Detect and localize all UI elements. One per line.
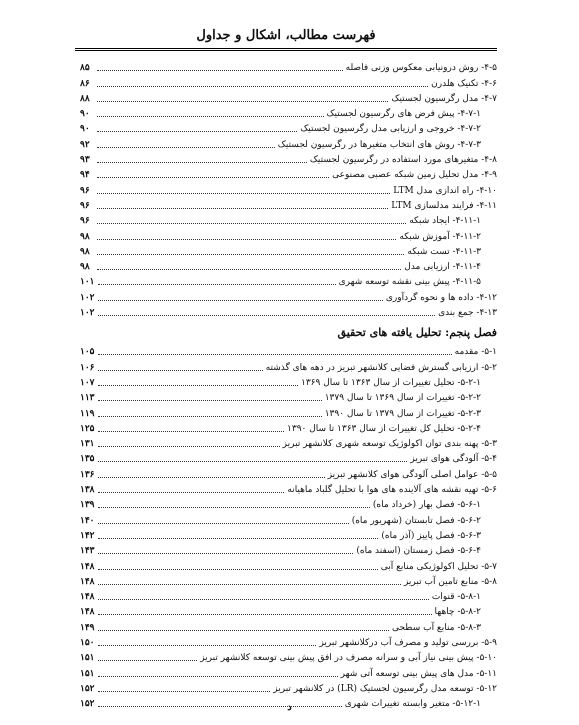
toc-entry-page-number: ۱۵۱ [80, 653, 95, 664]
toc-entry-page-number: ۱۴۸ [80, 561, 95, 572]
page-header: فهرست مطالب، اشکال و جداول [75, 28, 497, 51]
toc-entry-page-number: ۱۴۲ [80, 530, 95, 541]
dot-leader [98, 491, 285, 493]
dot-leader [97, 192, 390, 194]
toc-entry-page-number: ۱۵۰ [80, 637, 95, 648]
dot-leader [98, 415, 322, 417]
toc-entry-page-number: ۱۴۹ [80, 622, 95, 633]
toc-entry[interactable] [80, 680, 497, 695]
toc-entry-title: ۵-۳- پهنه بندی توان اکولوژیک توسعه شهری کلانشهر تبریز [282, 439, 497, 450]
dot-leader [98, 506, 370, 508]
toc-entry-title: ۵-۲-۳- تغییرات از سال ۱۳۷۹ تا سال ۱۳۹۰ [324, 408, 481, 419]
toc-entry-page-number: ۱۰۲ [80, 292, 95, 303]
toc-entry[interactable] [80, 634, 497, 649]
dot-leader [97, 222, 406, 224]
toc-entry[interactable] [80, 181, 497, 196]
toc-entry-title: ۴-۱۱-۳- تست شبکه [407, 246, 481, 257]
toc-entry-page-number: ۱۰۱ [80, 277, 95, 288]
dot-leader [97, 161, 307, 163]
toc-entry-title: ۵-۶-۱- فصل بهار (خرداد ماه) [372, 500, 481, 511]
toc-entry[interactable] [80, 374, 497, 389]
toc-entry-title: ۴-۵- روش درونیابی معکوس وزنی فاصله [345, 63, 497, 74]
toc-entry[interactable] [80, 304, 497, 319]
toc-entry[interactable] [80, 212, 497, 227]
toc-entry[interactable] [80, 389, 497, 404]
toc-entry[interactable] [80, 557, 497, 572]
toc-entry[interactable] [80, 420, 497, 435]
toc-entry-page-number: ۸۵ [80, 63, 90, 74]
toc-entry[interactable] [80, 273, 497, 288]
dot-leader [98, 299, 383, 301]
dot-leader [98, 369, 263, 371]
toc-entry[interactable] [80, 243, 497, 258]
dot-leader [98, 613, 432, 615]
toc-entry-page-number: ۱۴۸ [80, 576, 95, 587]
toc-entry[interactable] [80, 542, 497, 557]
toc-entry-title: ۵-۶- تهیه نقشه های آلاینده های هوا با تحلیل گلباد ماهیانه [287, 485, 497, 496]
toc-entry[interactable] [80, 288, 497, 303]
toc-entry-page-number: ۹۰ [80, 109, 90, 120]
toc-entry-page-number: ۹۸ [80, 246, 90, 257]
toc-entry-title: ۴-۱۳- جمع بندی [438, 308, 497, 319]
dot-leader [98, 353, 452, 355]
toc-entry-title: ۴-۱۱-۲- آموزش شبکه [399, 231, 481, 242]
dot-leader [98, 522, 349, 524]
toc-entry[interactable] [80, 74, 497, 89]
dot-leader [97, 100, 388, 102]
dot-leader [97, 268, 401, 270]
dot-leader [97, 115, 324, 117]
toc-entry-page-number: ۱۰۵ [80, 347, 95, 358]
chapter-heading: فصل پنجم: تحلیل یافته های تحقیق [337, 326, 497, 340]
toc-entry-page-number: ۱۵۲ [80, 683, 95, 694]
toc-entry-title: ۵-۹- بررسی تولید و مصرف آب درکلانشهر تبریز [319, 637, 497, 648]
dot-leader [98, 659, 198, 661]
toc-entry-page-number: ۱۴۰ [80, 515, 95, 526]
table-of-contents [80, 59, 497, 710]
toc-entry-title: ۴-۱۱-۵- پیش بینی نقشه توسعه شهری [338, 277, 481, 288]
toc-entry[interactable] [80, 465, 497, 480]
toc-entry[interactable] [80, 197, 497, 212]
toc-entry-title: ۴-۷- مدل رگرسیون لجستیک [391, 93, 497, 104]
toc-section-chapter4 [80, 59, 497, 319]
dot-leader [98, 644, 317, 646]
toc-entry-page-number: ۹۶ [80, 185, 90, 196]
toc-entry-page-number: ۱۳۱ [80, 439, 95, 450]
toc-entry-page-number: ۱۱۳ [80, 393, 95, 404]
dot-leader [98, 314, 436, 316]
toc-entry-page-number: ۱۵۱ [80, 668, 95, 679]
toc-entry-page-number: ۱۰۷ [80, 377, 95, 388]
toc-entry-page-number: ۸۶ [80, 78, 90, 89]
toc-entry[interactable] [80, 105, 497, 120]
toc-entry[interactable] [80, 151, 497, 166]
toc-entry-page-number: ۱۴۳ [80, 546, 95, 557]
toc-entry-page-number: ۱۰۲ [80, 308, 95, 319]
toc-entry-title: ۵-۲- ارزیابی گسترش فضایی کلانشهر تبریز در دهه های گذشته [265, 362, 497, 373]
dot-leader [98, 598, 429, 600]
toc-entry-page-number: ۱۳۵ [80, 454, 95, 465]
toc-entry-title: ۵-۱۲- توسعه مدل رگرسیون لجستیک (LR) در کلانشهر تبریز [273, 683, 497, 694]
dot-leader [98, 476, 325, 478]
dot-leader [98, 552, 354, 554]
toc-entry-page-number: ۱۰۶ [80, 362, 95, 373]
toc-section-chapter5 [80, 343, 497, 710]
dot-leader [98, 583, 401, 585]
toc-entry-page-number: ۱۲۵ [80, 423, 95, 434]
toc-entry-page-number: ۸۸ [80, 93, 90, 104]
toc-entry[interactable] [80, 90, 497, 105]
toc-entry[interactable] [80, 358, 497, 373]
toc-entry-title: ۵-۸- منابع تامین آب تبریز [403, 576, 497, 587]
toc-entry-page-number: ۱۴۸ [80, 592, 95, 603]
toc-entry[interactable] [80, 649, 497, 664]
toc-entry[interactable] [80, 59, 497, 74]
toc-entry-title: ۵-۱- مقدمه [454, 347, 497, 358]
toc-entry[interactable] [80, 404, 497, 419]
toc-entry-title: ۵-۱۱- مدل های پیش بینی توسعه آتی شهر [340, 668, 497, 679]
toc-entry-title: ۵-۸-۳- منابع آب سطحی [392, 622, 481, 633]
toc-entry-page-number: ۹۶ [80, 200, 90, 211]
toc-entry-page-number: ۱۳۸ [80, 485, 95, 496]
toc-entry-title: ۵-۱۰- پیش بینی نیاز آبی و سرانه مصرف در افق پیش بینی توسعه کلانشهر تبریز [200, 653, 497, 664]
toc-entry[interactable] [80, 527, 497, 542]
dot-leader [98, 384, 298, 386]
toc-entry[interactable] [80, 588, 497, 603]
toc-entry[interactable] [80, 258, 497, 273]
toc-entry-title: ۵-۲-۲- تغییرات از سال ۱۳۶۹ تا سال ۱۳۷۹ [324, 393, 481, 404]
dot-leader [98, 460, 408, 462]
toc-entry-title: ۵-۴- آلودگی هوای تبریز [410, 454, 497, 465]
toc-entry-page-number: ۹۳ [80, 155, 90, 166]
toc-entry[interactable] [80, 481, 497, 496]
toc-entry-title: ۵-۱۲-۱- متغیر وابسته تغییرات شهری [344, 699, 481, 710]
toc-entry[interactable] [80, 618, 497, 633]
dot-leader [97, 146, 275, 148]
toc-entry[interactable] [80, 435, 497, 450]
dot-leader [98, 445, 280, 447]
toc-entry-page-number: ۹۲ [80, 139, 90, 150]
toc-entry-title: ۴-۹- مدل تحلیل زمین شبکه عصبی مصنوعی [332, 170, 497, 181]
dot-leader [97, 69, 343, 71]
toc-entry-title: ۴-۱۱-۴- ارزیابی مدل [404, 262, 481, 273]
toc-entry-title: ۴-۷-۳- روش های انتخاب متغیرها در رگرسیون لجستیک [277, 139, 481, 150]
dot-leader [98, 690, 271, 692]
toc-entry-page-number: ۹۴ [80, 170, 90, 181]
toc-entry[interactable] [80, 120, 497, 135]
toc-entry-title: ۴-۷-۲- خروجی و ارزیابی مدل رگرسیون لجستیک [300, 124, 481, 135]
toc-entry-page-number: ۱۱۹ [80, 408, 95, 419]
toc-entry-title: ۵-۸-۱- قنوات [431, 592, 481, 603]
toc-entry-title: ۴-۶- تکنیک هلدرن [431, 78, 497, 89]
toc-entry-title: ۵-۲-۴- تحلیل کل تغییرات از سال ۱۳۶۳ تا سال ۱۳۹۰ [287, 423, 481, 434]
toc-entry-title: ۵-۶-۴- فصل زمستان (اسفند ماه) [356, 546, 481, 557]
dot-leader [97, 130, 297, 132]
toc-entry[interactable] [80, 511, 497, 526]
toc-entry[interactable] [80, 135, 497, 150]
toc-entry[interactable] [80, 496, 497, 511]
dot-leader [98, 537, 379, 539]
toc-entry-title: ۵-۵- عوامل اصلی آلودگی هوای کلانشهر تبریز [327, 469, 497, 480]
toc-entry[interactable] [80, 343, 497, 358]
toc-entry-title: ۵-۶-۳- فصل پاییز (آذر ماه) [381, 530, 481, 541]
dot-leader [98, 629, 389, 631]
dot-leader [98, 283, 336, 285]
toc-entry-title: ۵-۸-۲- چاهها [434, 607, 481, 618]
toc-entry[interactable] [80, 664, 497, 679]
toc-entry-page-number: ۱۳۶ [80, 469, 95, 480]
dot-leader [97, 253, 404, 255]
dot-leader [98, 568, 378, 570]
dot-leader [97, 85, 428, 87]
toc-entry-page-number: ۹۸ [80, 262, 90, 273]
toc-entry-page-number: ۱۳۹ [80, 500, 95, 511]
toc-entry-page-number: ۹۰ [80, 124, 90, 135]
toc-entry-title: ۴-۸- متغیرهای مورد استفاده در رگرسیون لجستیک [309, 155, 497, 166]
toc-entry-title: ۴-۱۰- راه اندازی مدل LTM [393, 185, 497, 196]
toc-entry-page-number: ۹۶ [80, 216, 90, 227]
toc-entry[interactable] [80, 573, 497, 588]
page-number: د [287, 702, 292, 713]
toc-entry-title: ۴-۱۲- داده ها و نحوه گردآوری [385, 292, 497, 303]
dot-leader [97, 207, 388, 209]
dot-leader [98, 675, 338, 677]
toc-entry-title: ۴-۱۱- فرایند مدلسازی LTM [391, 200, 497, 211]
toc-entry[interactable] [80, 450, 497, 465]
toc-entry-page-number: ۱۴۸ [80, 607, 95, 618]
dot-leader [97, 238, 396, 240]
toc-entry-title: ۴-۷-۱- پیش فرض های رگرسیون لجستیک [326, 109, 481, 120]
toc-entry[interactable] [80, 166, 497, 181]
toc-entry-title: ۴-۱۱-۱- ایجاد شبکه [409, 216, 481, 227]
toc-entry-title: ۵-۷- تحلیل اکولوژیکی منابع آبی [380, 561, 497, 572]
toc-entry[interactable] [80, 603, 497, 618]
dot-leader [98, 399, 322, 401]
toc-entry-title: ۵-۲-۱- تحلیل تغییرات از سال ۱۳۶۳ تا سال ۱۳۶۹ [301, 377, 481, 388]
toc-entry-page-number: ۱۵۲ [80, 699, 95, 710]
toc-entry[interactable] [80, 227, 497, 242]
toc-entry-page-number: ۹۸ [80, 231, 90, 242]
dot-leader [98, 430, 285, 432]
dot-leader [97, 176, 329, 178]
toc-entry-title: ۵-۶-۲- فصل تابستان (شهریور ماه) [351, 515, 481, 526]
